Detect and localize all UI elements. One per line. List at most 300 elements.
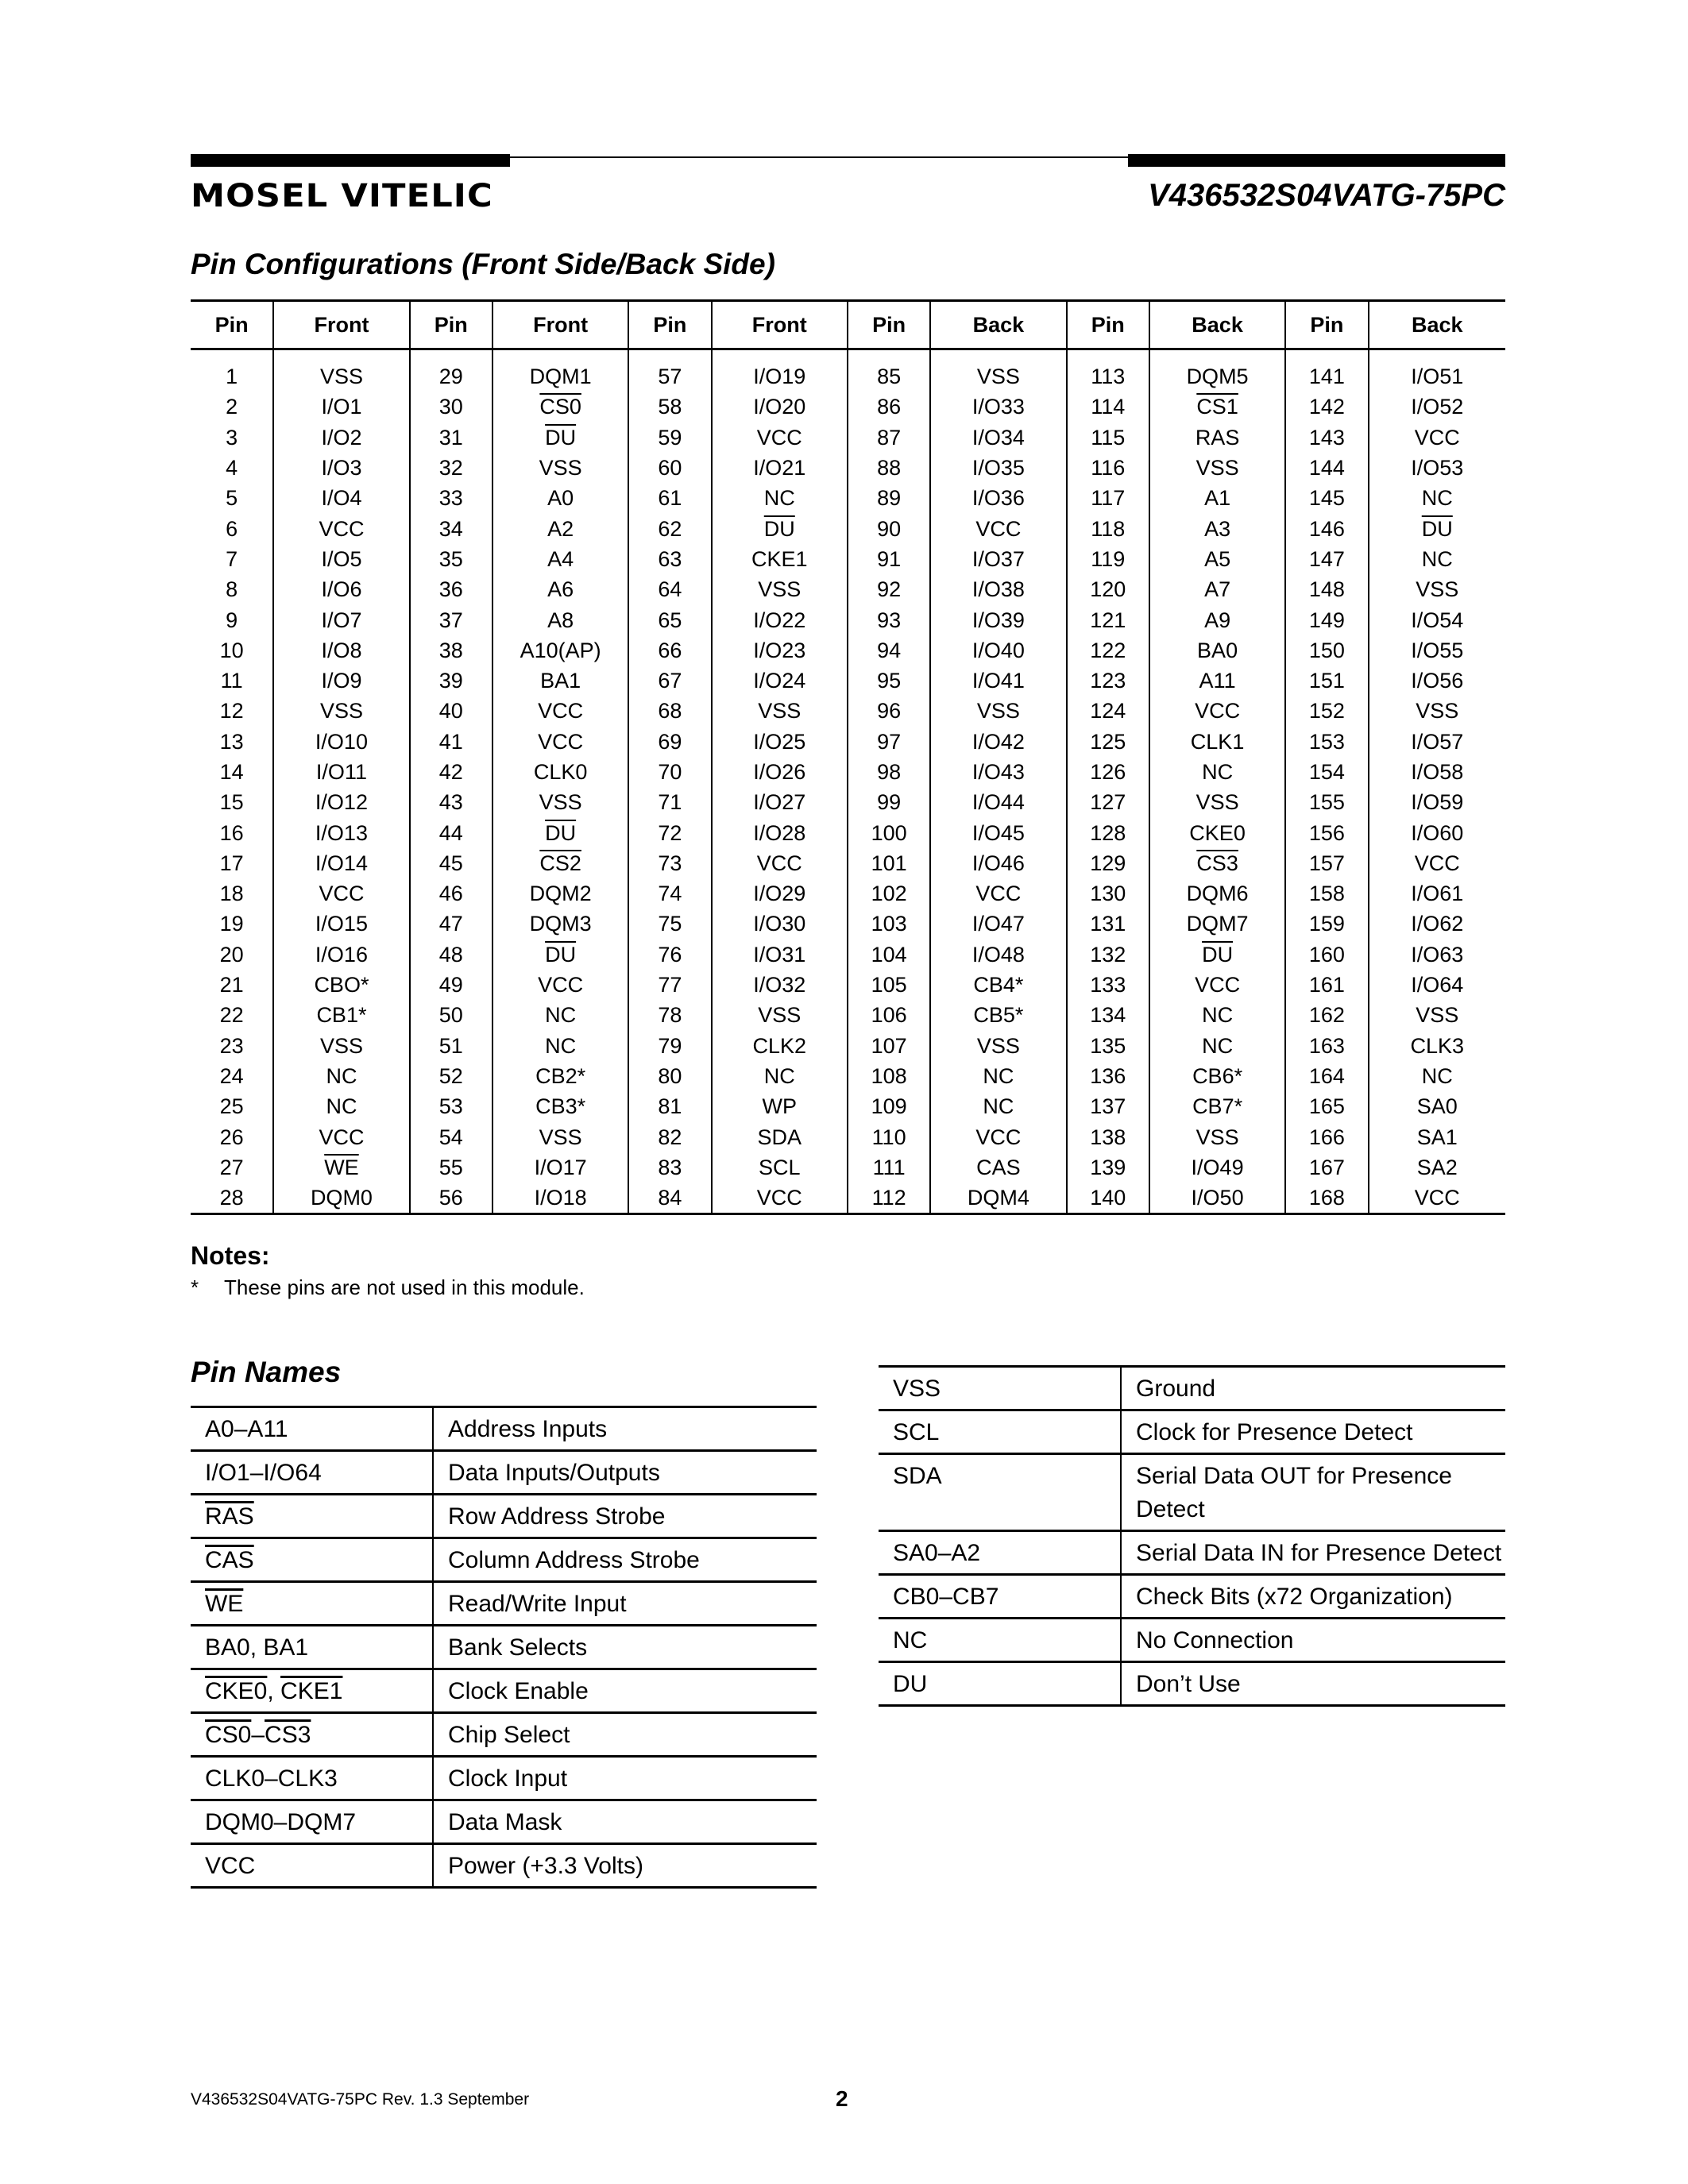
signal-cell: I/O57 [1369, 727, 1505, 757]
pin-number-cell: 43 [410, 787, 492, 817]
signal-cell: I/O6 [273, 574, 409, 604]
pin-number-cell: 139 [1067, 1152, 1149, 1183]
separator: – [251, 1722, 265, 1748]
signal-cell: I/O64 [1369, 970, 1505, 1000]
signal-cell: CKE1 [712, 544, 848, 574]
pin-description-cell: Row Address Strobe [433, 1495, 817, 1538]
pin-description-cell: Data Mask [433, 1800, 817, 1844]
pin-number-cell: 92 [848, 574, 930, 604]
signal-cell: VCC [273, 878, 409, 909]
pin-number-cell: 151 [1285, 666, 1368, 696]
signal-cell: NC [492, 1031, 628, 1061]
pin-number-cell: 65 [628, 604, 711, 635]
pin-number-cell: 19 [219, 912, 244, 936]
pin-number-cell: 20 [219, 942, 244, 967]
pin-number-cell: 21 [219, 973, 244, 997]
pin-name-row [879, 1531, 1505, 1575]
table-row [191, 1061, 1505, 1091]
signal-cell: VCC [712, 423, 848, 453]
signal-cell: I/O5 [273, 544, 409, 574]
pin-number-cell: 166 [1285, 1121, 1368, 1152]
pin-name-row [191, 1407, 817, 1451]
signal-cell: DQM0 [273, 1183, 409, 1214]
signal-cell: I/O21 [712, 453, 848, 483]
table-row [191, 848, 1505, 878]
pin-number-cell: 101 [848, 848, 930, 878]
signal-cell: VSS [492, 1121, 628, 1152]
signal-cell: I/O4 [273, 483, 409, 513]
pin-number-cell: 75 [628, 909, 711, 939]
signal-cell: NC [492, 1000, 628, 1030]
signal-cell: VSS [273, 1031, 409, 1061]
pin-number-cell: 29 [410, 361, 492, 392]
pin-number-cell: 127 [1067, 787, 1149, 817]
signal-cell: I/O2 [273, 423, 409, 453]
signal-cell: CB6* [1149, 1061, 1285, 1091]
pin-description-cell: Chip Select [433, 1713, 817, 1757]
pin-name-cell: DQM0–DQM7 [191, 1800, 433, 1844]
pin-number-cell: 138 [1067, 1121, 1149, 1152]
overlined-signal: $\overline{CAS}$ [205, 1547, 254, 1573]
pin-number-cell: 5 [226, 486, 238, 511]
table-row [191, 544, 1505, 574]
signal-cell: I/O24 [712, 666, 848, 696]
signal-cell: I/O31 [712, 940, 848, 970]
signal-cell: NC [712, 1061, 848, 1091]
signal-cell: BA0 [1149, 635, 1285, 666]
signal-cell: SCL [712, 1152, 848, 1183]
signal-cell: NC [1149, 1000, 1285, 1030]
pin-number-cell: 78 [628, 1000, 711, 1030]
signal-cell: I/O29 [712, 878, 848, 909]
pin-number-cell: 82 [628, 1121, 711, 1152]
signal-cell: NC [712, 483, 848, 513]
signal-cell: VSS [712, 574, 848, 604]
signal-cell: A4 [492, 544, 628, 574]
pin-number-cell: 48 [410, 940, 492, 970]
pin-name-row [191, 1757, 817, 1800]
pin-description-cell: Clock for Presence Detect [1121, 1410, 1505, 1454]
pin-description-cell: Clock Input [433, 1757, 817, 1800]
signal-cell: I/O50 [1149, 1183, 1285, 1214]
pin-number-cell: 53 [410, 1091, 492, 1121]
pin-description-cell: Serial Data OUT for Presence Detect [1121, 1454, 1505, 1531]
pin-number-cell: 122 [1067, 635, 1149, 666]
pin-name-cell: BA0, BA1 [191, 1626, 433, 1669]
pin-number-cell: 37 [410, 604, 492, 635]
pin-number-cell: 13 [219, 729, 244, 754]
pin-number-cell: 114 [1067, 392, 1149, 422]
pin-number-cell: 55 [410, 1152, 492, 1183]
signal-cell: CAS [930, 1152, 1066, 1183]
pin-number-cell: 74 [628, 878, 711, 909]
pin-name-row [191, 1669, 817, 1713]
column-header: Pin [848, 301, 930, 349]
signal-cell: CS0 [492, 392, 628, 422]
signal-cell: WP [712, 1091, 848, 1121]
signal-cell: I/O45 [930, 817, 1066, 847]
pin-number-cell: 103 [848, 909, 930, 939]
pin-description-cell: Clock Enable [433, 1669, 817, 1713]
signal-cell: NC [1149, 1031, 1285, 1061]
signal-cell: VSS [1149, 453, 1285, 483]
pin-number-cell: 44 [410, 817, 492, 847]
page-number: 2 [836, 2086, 848, 2111]
pin-number-cell: 15 [219, 790, 244, 815]
pin-number-cell: 12 [219, 699, 244, 723]
pin-number-cell: 25 [219, 1094, 244, 1119]
signal-cell: VSS [1369, 1000, 1505, 1030]
signal-cell: VSS [930, 1031, 1066, 1061]
column-header: Front [273, 301, 409, 349]
pin-number-cell: 100 [848, 817, 930, 847]
signal-cell: CKE0 [1149, 817, 1285, 847]
signal-cell: VCC [930, 513, 1066, 543]
pin-number-cell: 41 [410, 727, 492, 757]
signal-cell: CBO* [273, 970, 409, 1000]
notes-text [191, 1275, 585, 1300]
signal-cell: I/O61 [1369, 878, 1505, 909]
signal-cell: RAS [1149, 423, 1285, 453]
pin-number-cell: 111 [848, 1152, 930, 1183]
pin-number-cell: 2 [226, 395, 238, 419]
pin-number-cell: 105 [848, 970, 930, 1000]
pin-name-row [191, 1495, 817, 1538]
pin-number-cell: 11 [220, 669, 243, 693]
pin-number-cell: 125 [1067, 727, 1149, 757]
pin-description-cell: Read/Write Input [433, 1582, 817, 1626]
signal-cell: NC [1369, 483, 1505, 513]
pin-number-cell: 97 [848, 727, 930, 757]
pin-number-cell: 144 [1285, 453, 1368, 483]
spacer-cell [1149, 349, 1285, 362]
pin-description-cell: Column Address Strobe [433, 1538, 817, 1582]
pin-number-cell: 34 [410, 513, 492, 543]
pin-number-cell: 157 [1285, 848, 1368, 878]
signal-cell: A2 [492, 513, 628, 543]
signal-cell: CB5* [930, 1000, 1066, 1030]
pin-number-cell: 110 [848, 1121, 930, 1152]
signal-cell: VCC [273, 513, 409, 543]
pin-number-cell: 49 [410, 970, 492, 1000]
signal-cell: I/O26 [712, 757, 848, 787]
pin-number-cell: 90 [848, 513, 930, 543]
pin-number-cell: 162 [1285, 1000, 1368, 1030]
pin-number-cell: 168 [1285, 1183, 1368, 1214]
signal-cell: NC [1149, 757, 1285, 787]
signal-cell: $\overline{DU}$ [1369, 513, 1505, 543]
pin-number-cell: 6 [226, 516, 238, 541]
signal-cell: $\overline{DU}$ [492, 817, 628, 847]
column-header: Front [492, 301, 628, 349]
signal-cell: A9 [1149, 604, 1285, 635]
pin-description-cell: Address Inputs [433, 1407, 817, 1451]
signal-cell: I/O39 [930, 604, 1066, 635]
signal-cell: VCC [1149, 696, 1285, 726]
pin-number-cell: 148 [1285, 574, 1368, 604]
pin-name-row [191, 1582, 817, 1626]
signal-cell: I/O42 [930, 727, 1066, 757]
note-marker: * [191, 1275, 199, 1299]
pin-number-cell: 45 [410, 848, 492, 878]
pin-number-cell: 54 [410, 1121, 492, 1152]
signal-cell: I/O13 [273, 817, 409, 847]
table-row [191, 604, 1505, 635]
table-row [191, 1152, 1505, 1183]
table-row [191, 970, 1505, 1000]
pin-number-cell: 47 [410, 909, 492, 939]
pin-number-cell: 140 [1067, 1183, 1149, 1214]
column-header: Front [712, 301, 848, 349]
pin-number-cell: 130 [1067, 878, 1149, 909]
signal-cell: VCC [1369, 848, 1505, 878]
signal-cell: VCC [492, 696, 628, 726]
pin-number-cell: 63 [628, 544, 711, 574]
pin-number-cell: 136 [1067, 1061, 1149, 1091]
signal-cell: I/O49 [1149, 1152, 1285, 1183]
overlined-signal: $\overline{RAS}$ [205, 1503, 254, 1530]
signal-cell: VSS [273, 361, 409, 392]
signal-cell: VSS [930, 696, 1066, 726]
pin-number-cell: 161 [1285, 970, 1368, 1000]
column-header: Pin [1285, 301, 1368, 349]
pin-number-cell: 4 [226, 456, 238, 480]
pin-number-cell: 77 [628, 970, 711, 1000]
signal-cell: DQM2 [492, 878, 628, 909]
signal-cell: DQM5 [1149, 361, 1285, 392]
signal-cell: I/O36 [930, 483, 1066, 513]
pin-number-cell: 17 [219, 851, 244, 875]
signal-cell: $\overline{DU}$ [492, 423, 628, 453]
signal-cell: I/O27 [712, 787, 848, 817]
pin-name-row [879, 1454, 1505, 1531]
pin-number-cell: 81 [628, 1091, 711, 1121]
pin-number-cell: 116 [1067, 453, 1149, 483]
signal-cell: A7 [1149, 574, 1285, 604]
pin-number-cell: 156 [1285, 817, 1368, 847]
table-row [191, 1000, 1505, 1030]
pin-number-cell: 160 [1285, 940, 1368, 970]
pin-configuration-table [191, 299, 1505, 1215]
signal-cell: I/O12 [273, 787, 409, 817]
signal-cell: I/O60 [1369, 817, 1505, 847]
pin-name-row [879, 1410, 1505, 1454]
table-row [191, 635, 1505, 666]
pin-number-cell: 113 [1067, 361, 1149, 392]
pin-name-cell: VSS [879, 1367, 1121, 1410]
signal-cell: A10(AP) [492, 635, 628, 666]
signal-cell: DQM6 [1149, 878, 1285, 909]
pin-number-cell: 14 [219, 760, 244, 784]
signal-cell: CB4* [930, 970, 1066, 1000]
pin-name-row [191, 1626, 817, 1669]
spacer-cell [1285, 349, 1368, 362]
signal-cell: I/O48 [930, 940, 1066, 970]
signal-cell: NC [273, 1091, 409, 1121]
pin-name-cell: CLK0–CLK3 [191, 1757, 433, 1800]
pin-number-cell: 117 [1067, 483, 1149, 513]
note-body: These pins are not used in this module. [224, 1275, 585, 1299]
pin-number-cell: 27 [219, 1155, 244, 1179]
pin-number-cell: 93 [848, 604, 930, 635]
signal-cell: A6 [492, 574, 628, 604]
table-row [191, 727, 1505, 757]
pin-number-cell: 8 [226, 577, 238, 602]
overlined-signal: $\overline{WE}$ [205, 1591, 244, 1617]
signal-cell: SA1 [1369, 1121, 1505, 1152]
signal-cell: VSS [1149, 787, 1285, 817]
pin-name-row [191, 1844, 817, 1888]
pin-number-cell: 24 [219, 1063, 244, 1088]
table-row [191, 392, 1505, 422]
column-header: Back [930, 301, 1066, 349]
signal-cell: I/O54 [1369, 604, 1505, 635]
signal-cell: I/O35 [930, 453, 1066, 483]
table-row [191, 909, 1505, 939]
pin-number-cell: 167 [1285, 1152, 1368, 1183]
pin-number-cell: 119 [1067, 544, 1149, 574]
signal-cell: VCC [930, 1121, 1066, 1152]
pin-number-cell: 106 [848, 1000, 930, 1030]
signal-cell: CB2* [492, 1061, 628, 1091]
table-row [191, 483, 1505, 513]
pin-number-cell: 87 [848, 423, 930, 453]
signal-cell: I/O3 [273, 453, 409, 483]
signal-cell: VCC [712, 848, 848, 878]
pin-name-cell: A0–A11 [191, 1407, 433, 1451]
signal-cell: DQM7 [1149, 909, 1285, 939]
signal-cell: I/O40 [930, 635, 1066, 666]
pin-number-cell: 112 [848, 1183, 930, 1214]
pin-names-title: Pin Names [191, 1356, 342, 1388]
pin-description-cell: Check Bits (x72 Organization) [1121, 1575, 1505, 1619]
pin-description-cell: Serial Data IN for Presence Detect [1121, 1531, 1505, 1575]
pin-number-cell: 124 [1067, 696, 1149, 726]
column-header: Back [1149, 301, 1285, 349]
pin-number-cell: 61 [628, 483, 711, 513]
signal-cell: I/O34 [930, 423, 1066, 453]
pin-description-cell: Ground [1121, 1367, 1505, 1410]
signal-cell: VSS [273, 696, 409, 726]
pin-number-cell: 158 [1285, 878, 1368, 909]
pin-number-cell: 71 [628, 787, 711, 817]
spacer-cell [930, 349, 1066, 362]
table-row [191, 361, 1505, 392]
signal-cell: SA0 [1369, 1091, 1505, 1121]
signal-cell: VCC [492, 970, 628, 1000]
table-row [191, 1121, 1505, 1152]
footer-doc-ref: V436532S04VATG-75PC Rev. 1.3 September [191, 2090, 530, 2109]
signal-cell: I/O52 [1369, 392, 1505, 422]
pin-number-cell: 88 [848, 453, 930, 483]
signal-cell: I/O44 [930, 787, 1066, 817]
pin-number-cell: 96 [848, 696, 930, 726]
pin-number-cell: 134 [1067, 1000, 1149, 1030]
pin-number-cell: 89 [848, 483, 930, 513]
signal-cell: VCC [1369, 1183, 1505, 1214]
pin-number-cell: 109 [848, 1091, 930, 1121]
signal-cell: BA1 [492, 666, 628, 696]
pin-number-cell: 18 [219, 882, 244, 906]
signal-cell: I/O15 [273, 909, 409, 939]
signal-cell: I/O16 [273, 940, 409, 970]
pin-names-table-right [879, 1365, 1505, 1707]
signal-cell: NC [1369, 1061, 1505, 1091]
pin-number-cell: 104 [848, 940, 930, 970]
pin-name-row [191, 1451, 817, 1495]
signal-cell: I/O46 [930, 848, 1066, 878]
signal-cell: I/O20 [712, 392, 848, 422]
signal-cell: I/O10 [273, 727, 409, 757]
pin-number-cell: 145 [1285, 483, 1368, 513]
table-row [191, 696, 1505, 726]
signal-cell: VSS [712, 696, 848, 726]
pin-number-cell: 118 [1067, 513, 1149, 543]
signal-cell: I/O14 [273, 848, 409, 878]
header-rule-middle [508, 156, 1130, 158]
pin-names-table-left [191, 1406, 817, 1889]
pin-number-cell: 57 [628, 361, 711, 392]
signal-cell: A5 [1149, 544, 1285, 574]
signal-cell: VSS [1369, 696, 1505, 726]
signal-cell: A3 [1149, 513, 1285, 543]
pin-number-cell: 131 [1067, 909, 1149, 939]
table-row [191, 453, 1505, 483]
column-header: Pin [1067, 301, 1149, 349]
pin-config-title: Pin Configurations (Front Side/Back Side) [191, 248, 775, 280]
pin-number-cell: 107 [848, 1031, 930, 1061]
pin-name-cell [191, 1669, 433, 1713]
pin-number-cell: 22 [219, 1003, 244, 1028]
pin-number-cell: 72 [628, 817, 711, 847]
signal-cell: I/O9 [273, 666, 409, 696]
pin-number-cell: 64 [628, 574, 711, 604]
spacer-cell [492, 349, 628, 362]
column-header: Pin [191, 301, 273, 349]
pin-name-row [879, 1662, 1505, 1706]
pin-number-cell: 9 [226, 608, 238, 632]
pin-name-cell: SCL [879, 1410, 1121, 1454]
signal-cell: I/O7 [273, 604, 409, 635]
table-spacer-row [191, 349, 1505, 362]
pin-number-cell: 7 [226, 546, 238, 571]
signal-cell: SA2 [1369, 1152, 1505, 1183]
signal-cell: CLK2 [712, 1031, 848, 1061]
pin-number-cell: 52 [410, 1061, 492, 1091]
pin-number-cell: 152 [1285, 696, 1368, 726]
column-header: Pin [628, 301, 711, 349]
pin-name-row [191, 1538, 817, 1582]
pin-number-cell: 32 [410, 453, 492, 483]
table-row [191, 817, 1505, 847]
spacer-cell [712, 349, 848, 362]
pin-number-cell: 83 [628, 1152, 711, 1183]
column-header: Pin [410, 301, 492, 349]
table-row [191, 423, 1505, 453]
signal-cell: I/O33 [930, 392, 1066, 422]
pin-number-cell: 128 [1067, 817, 1149, 847]
pin-number-cell: 99 [848, 787, 930, 817]
table-row [191, 878, 1505, 909]
pin-number-cell: 35 [410, 544, 492, 574]
pin-number-cell: 30 [410, 392, 492, 422]
pin-name-row [879, 1619, 1505, 1662]
pin-number-cell: 70 [628, 757, 711, 787]
overlined-signal: CKE0 [205, 1678, 268, 1704]
signal-cell: I/O8 [273, 635, 409, 666]
pin-name-row [191, 1713, 817, 1757]
signal-cell: VSS [930, 361, 1066, 392]
